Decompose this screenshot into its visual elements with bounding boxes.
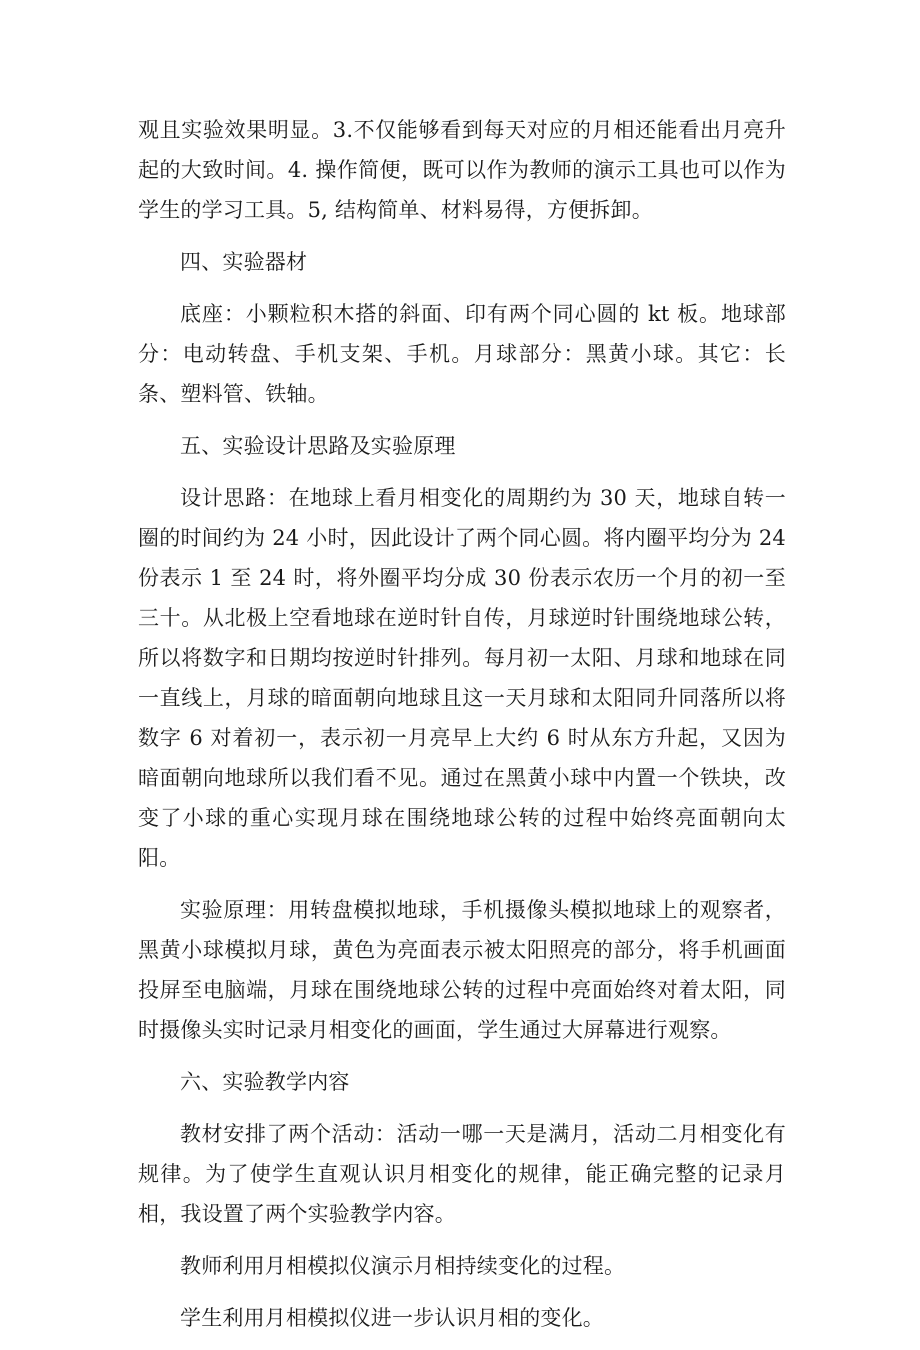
paragraph-principle: 实验原理：用转盘模拟地球，手机摄像头模拟地球上的观察者，黑黄小球模拟月球，黄色为亮面表示被太阳照亮的部分，将手机画面投屏至电脑端，月球在围绕地球公转的过程中亮面始终对着太阳，同时摄像头实时记录月相变化的画面，学生通过大屏幕进行观察。 (138, 898, 786, 1042)
section-heading-design: 五、实验设计思路及实验原理 (180, 434, 456, 458)
section-heading-equipment: 四、实验器材 (180, 250, 308, 274)
paragraph-student-use: 学生利用月相模拟仪进一步认识月相的变化。 (180, 1306, 604, 1330)
section-heading-teaching: 六、实验教学内容 (180, 1070, 350, 1094)
paragraph-teaching-activities: 教材安排了两个活动：活动一哪一天是满月，活动二月相变化有规律。为了使学生直观认识月相变化的规律，能正确完整的记录月相，我设置了两个实验教学内容。 (138, 1122, 786, 1226)
paragraph-teacher-demo: 教师利用月相模拟仪演示月相持续变化的过程。 (180, 1254, 626, 1278)
document-body (138, 110, 786, 1350)
paragraph-equipment: 底座：小颗粒积木搭的斜面、印有两个同心圆的 kt 板。地球部分：电动转盘、手机支架、手机。月球部分：黑黄小球。其它：长条、塑料管、铁轴。 (138, 302, 786, 406)
paragraph-continuation: 观且实验效果明显。3.不仅能够看到每天对应的月相还能看出月亮升起的大致时间。4. 操作简便，既可以作为教师的演示工具也可以作为学生的学习工具。5, 结构简单、材料易得，方便拆卸。 (138, 118, 786, 222)
paragraph-design-idea: 设计思路：在地球上看月相变化的周期约为 30 天，地球自转一圈的时间约为 24 小时，因此设计了两个同心圆。将内圈平均分为 24 份表示 1 至 24 时，将外圈平均分成 30 份表示农历一个月的初一至三十。从北极上空看地球在逆时针自传，月球逆时针围绕地球公转，所以将数字和日期均按逆时针排列。每月初一太阳、月球和地球在同一直线上，月球的暗面朝向地球且这一天月球和太阳同升同落所以将数字 6 对着初一，表示初一月亮早上大约 6 时从东方升起，又因为暗面朝向地球所以我们看不见。通过在黑黄小球中内置一个铁块，改变了小球的重心实现月球在围绕地球公转的过程中始终亮面朝向太阳。 (138, 486, 786, 870)
